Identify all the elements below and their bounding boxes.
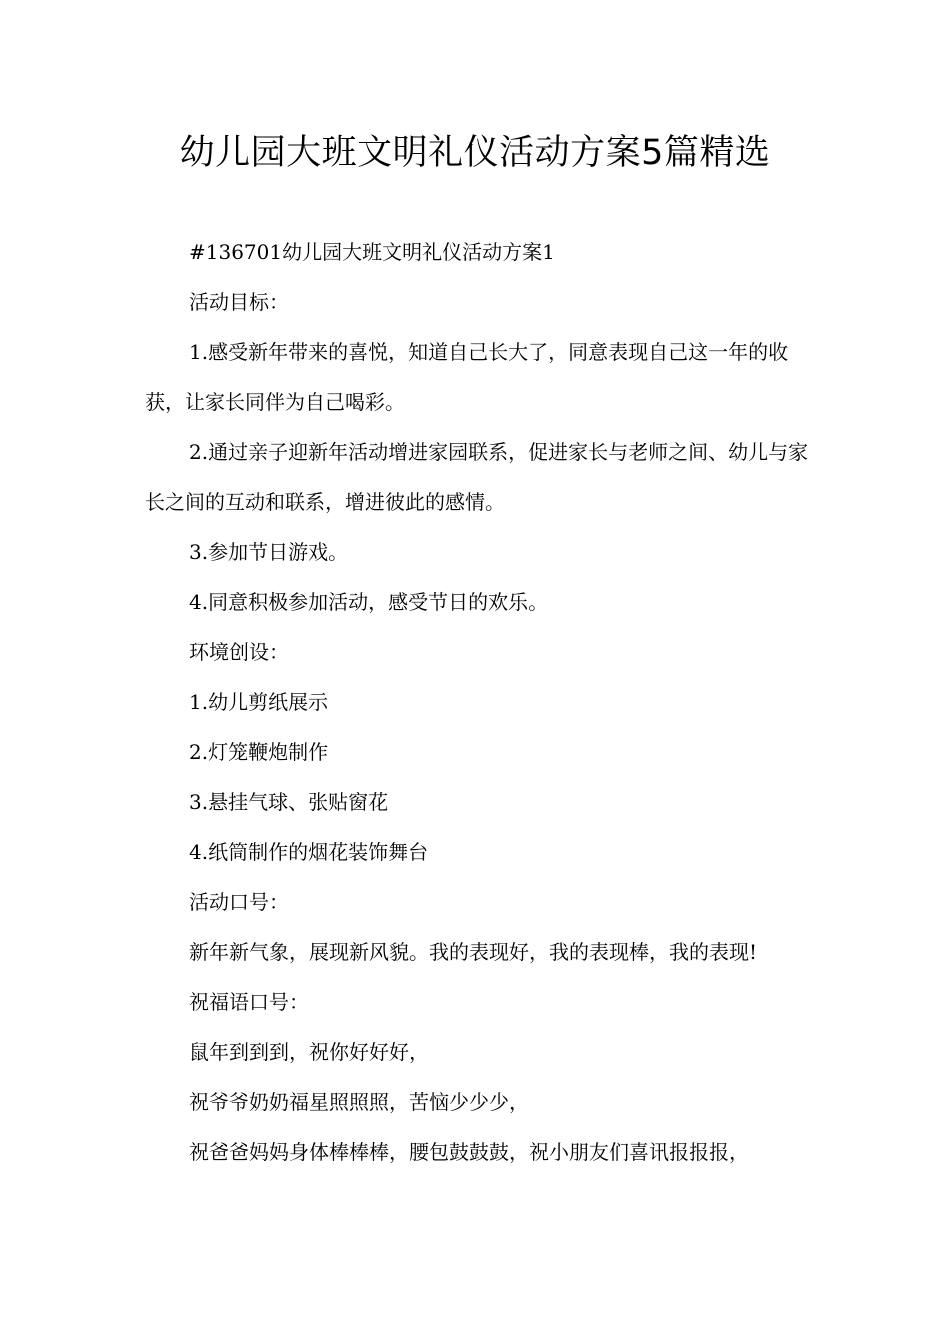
document-title: 幼儿园大班文明礼仪活动方案5篇精选 bbox=[179, 133, 771, 173]
paragraph-heading: #136701幼儿园大班文明礼仪活动方案1 bbox=[189, 240, 555, 264]
paragraph: 1.感受新年带来的喜悦，知道自己长大了，同意表现自己这一年的收获，让家长同伴为自己喝彩。 bbox=[145, 340, 789, 414]
paragraph-section-environment: 环境创设： bbox=[189, 640, 289, 664]
paragraph: 3.悬挂气球、张贴窗花 bbox=[189, 790, 389, 814]
paragraph: 4.纸筒制作的烟花装饰舞台 bbox=[189, 840, 429, 864]
paragraph: 祝爸爸妈妈身体棒棒棒，腰包鼓鼓鼓，祝小朋友们喜讯报报报， bbox=[189, 1140, 749, 1164]
document-body bbox=[145, 227, 815, 1177]
paragraph: 3.参加节日游戏。 bbox=[189, 540, 349, 564]
paragraph-section-slogan: 活动口号： bbox=[189, 890, 289, 914]
paragraph-section-goals: 活动目标： bbox=[189, 290, 289, 314]
paragraph: 鼠年到到到，祝你好好好， bbox=[189, 1040, 429, 1064]
paragraph: 新年新气象，展现新风貌。我的表现好，我的表现棒，我的表现! bbox=[189, 940, 758, 964]
paragraph: 2.灯笼鞭炮制作 bbox=[189, 740, 329, 764]
paragraph: 4.同意积极参加活动，感受节日的欢乐。 bbox=[189, 590, 549, 614]
paragraph-section-blessing: 祝福语口号： bbox=[189, 990, 309, 1014]
paragraph: 2.通过亲子迎新年活动增进家园联系，促进家长与老师之间、幼儿与家长之间的互动和联系，增进彼此的感情。 bbox=[145, 440, 809, 514]
paragraph: 1.幼儿剪纸展示 bbox=[189, 690, 329, 714]
paragraph: 祝爷爷奶奶福星照照照，苦恼少少少， bbox=[189, 1090, 529, 1114]
